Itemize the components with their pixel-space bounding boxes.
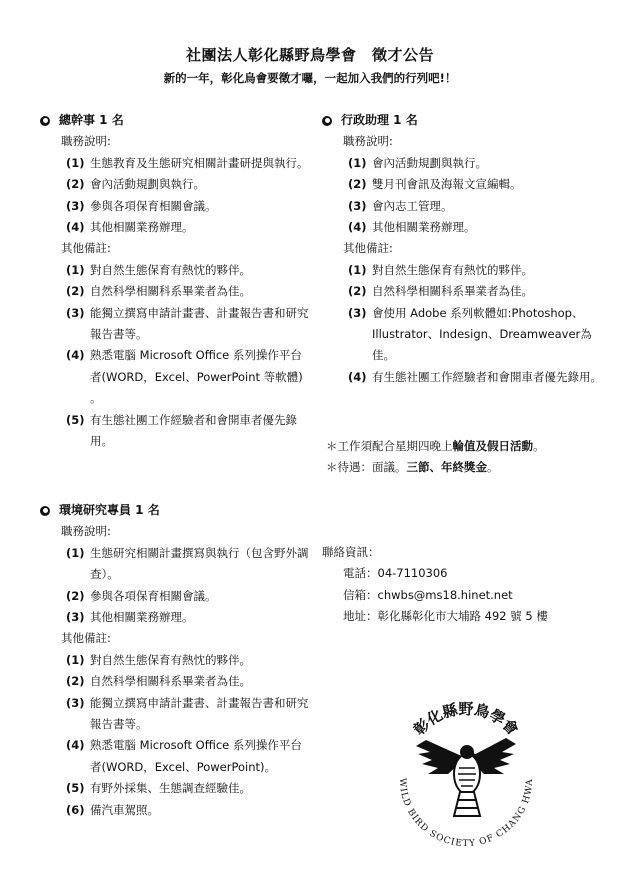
list-item — [40, 735, 310, 778]
item-number: (5) — [66, 412, 85, 427]
note-text: 。 — [487, 460, 499, 475]
note-text: ＊待遇：面議。 — [326, 460, 407, 475]
note-shift — [326, 436, 606, 457]
list-item — [40, 174, 310, 195]
item-number: (1) — [348, 262, 367, 277]
item-text: 其他相關業務辦理。 — [90, 220, 194, 235]
item-text: 對自然生態保育有熱忱的夥伴。 — [372, 262, 533, 277]
item-text: 熟悉電腦 Microsoft Office 系列操作平台者(WORD，Excel、PowerPoint 等軟體) 。 — [90, 348, 303, 406]
list-item — [322, 303, 602, 367]
item-text: 備汽車駕照。 — [90, 802, 159, 817]
item-text: 其他相關業務辦理。 — [90, 610, 194, 625]
note-emphasis: 輪值及假日活動 — [452, 439, 533, 453]
item-number: (3) — [348, 305, 367, 320]
hawk-emblem-icon — [382, 688, 550, 856]
list-item — [40, 778, 310, 799]
notes-list — [40, 260, 310, 453]
bullet-icon — [40, 506, 50, 516]
duties-label: 職務說明: — [343, 134, 393, 149]
list-item — [40, 586, 310, 607]
item-text: 會內活動規劃與執行。 — [372, 155, 487, 170]
list-item — [40, 281, 310, 302]
item-text: 生態教育及生態研究相關計畫研提與執行。 — [90, 155, 309, 170]
list-item — [40, 671, 310, 692]
notes-list — [322, 260, 602, 388]
hawk-figure — [416, 738, 516, 816]
list-item — [40, 303, 310, 346]
item-number: (3) — [348, 198, 367, 213]
section-heading — [322, 110, 602, 131]
work-notes — [326, 436, 606, 479]
contact-phone: 電話：04-7110306 — [343, 566, 448, 581]
item-number: (4) — [348, 369, 367, 384]
item-text: 自然科學相關科系畢業者為佳。 — [90, 284, 251, 299]
section-env-researcher — [40, 500, 310, 821]
logo-text-bottom: WILD BIRD SOCIETY OF CHANG HWA — [396, 777, 536, 850]
list-item — [40, 260, 310, 281]
contact-info — [322, 542, 602, 628]
contact-email: 信箱：chwbs@ms18.hinet.net — [343, 587, 513, 602]
list-item — [322, 153, 602, 174]
item-text: 會內志工管理。 — [372, 198, 453, 213]
contact-address: 地址：彰化縣彰化市大埔路 492 號 5 樓 — [343, 609, 548, 624]
list-item — [322, 217, 602, 238]
item-number: (3) — [66, 198, 85, 213]
bullet-icon — [40, 116, 50, 126]
duties-list — [40, 153, 310, 239]
list-item — [40, 217, 310, 238]
notes-label: 其他備註: — [61, 631, 111, 646]
note-text: 。 — [533, 439, 545, 453]
list-item — [322, 260, 602, 281]
item-number: (2) — [66, 284, 85, 299]
item-number: (4) — [66, 348, 85, 363]
item-text: 雙月刊會訊及海報文宣編輯。 — [372, 177, 522, 192]
notes-label: 其他備註: — [61, 241, 111, 256]
item-number: (3) — [66, 305, 85, 320]
item-number: (2) — [66, 674, 85, 689]
item-text: 參與各項保育相關會議。 — [90, 198, 217, 213]
list-item — [322, 196, 602, 217]
list-item — [322, 367, 602, 388]
section-heading — [40, 110, 310, 131]
logo-text-top: 彰化縣野鳥學會 — [410, 700, 522, 739]
page-title: 社團法人彰化縣野鳥學會 徵才公告 — [185, 46, 434, 64]
list-item — [322, 174, 602, 195]
item-number: (4) — [348, 220, 367, 235]
item-number: (1) — [66, 262, 85, 277]
item-text: 熟悉電腦 Microsoft Office 系列操作平台者(WORD，Excel、PowerPoint)。 — [90, 738, 302, 774]
item-number: (1) — [66, 652, 85, 667]
item-number: (6) — [66, 802, 85, 817]
item-text: 參與各項保育相關會議。 — [90, 588, 217, 603]
section-title: 總幹事 1 名 — [59, 113, 124, 127]
list-item — [40, 410, 310, 453]
item-text: 有生態社團工作經驗者和會開車者優先錄用。 — [372, 369, 602, 384]
item-number: (4) — [66, 220, 85, 235]
note-text: ＊工作須配合星期四晚上 — [326, 439, 453, 453]
bullet-icon — [322, 116, 332, 126]
item-number: (5) — [66, 781, 85, 796]
list-item — [40, 196, 310, 217]
item-text: 有野外採集、生態調查經驗佳。 — [90, 781, 251, 796]
item-number: (1) — [66, 545, 85, 560]
item-text: 生態研究相關計畫撰寫與執行（包含野外調查）。 — [90, 545, 309, 582]
section-general-secretary — [40, 110, 310, 453]
page-subtitle: 新的一年，彰化烏會要徵才囉，一起加入我們的行列吧!！ — [163, 71, 457, 85]
note-salary — [326, 457, 606, 478]
section-heading — [40, 500, 310, 521]
duties-list — [322, 153, 602, 239]
item-text: 對自然生態保育有熱忱的夥伴。 — [90, 652, 251, 667]
item-number: (2) — [66, 177, 85, 192]
section-admin-assistant — [322, 110, 602, 388]
item-number: (2) — [348, 177, 367, 192]
notes-label: 其他備註: — [343, 241, 393, 256]
duties-label: 職務說明: — [61, 524, 111, 539]
list-item — [322, 281, 602, 302]
list-item — [40, 650, 310, 671]
list-item — [40, 693, 310, 736]
section-title: 環境研究專員 1 名 — [59, 503, 160, 517]
item-text: 能獨立撰寫申請計畫書、計畫報告書和研究報告書等。 — [90, 305, 309, 342]
item-text: 自然科學相關科系畢業者為佳。 — [90, 674, 251, 689]
item-number: (3) — [66, 610, 85, 625]
item-text: 會內活動規劃與執行。 — [90, 177, 205, 192]
notes-list — [40, 650, 310, 821]
list-item — [40, 800, 310, 821]
item-number: (1) — [66, 155, 85, 170]
section-title: 行政助理 1 名 — [341, 113, 418, 127]
item-text: 對自然生態保育有熱忱的夥伴。 — [90, 262, 251, 277]
item-number: (3) — [66, 695, 85, 710]
item-number: (1) — [348, 155, 367, 170]
item-number: (4) — [66, 738, 85, 753]
duties-list — [40, 543, 310, 629]
note-emphasis: 三節、年終獎金 — [406, 460, 487, 475]
item-text: 會使用 Adobe 系列軟體如:Photoshop、Illustrator、Indesign、Dreamweaver為佳。 — [372, 305, 592, 363]
item-number: (2) — [66, 588, 85, 603]
contact-label: 聯絡資訊： — [322, 545, 380, 559]
item-text: 自然科學相關科系畢業者為佳。 — [372, 284, 533, 299]
item-text: 有生態社團工作經驗者和會開車者優先錄用。 — [90, 412, 297, 449]
item-number: (2) — [348, 284, 367, 299]
item-text: 其他相關業務辦理。 — [372, 220, 476, 235]
item-text: 能獨立撰寫申請計畫書、計畫報告書和研究報告書等。 — [90, 695, 309, 732]
list-item — [40, 607, 310, 628]
duties-label: 職務說明: — [61, 134, 111, 149]
list-item — [40, 543, 310, 586]
list-item — [40, 153, 310, 174]
list-item — [40, 345, 310, 409]
